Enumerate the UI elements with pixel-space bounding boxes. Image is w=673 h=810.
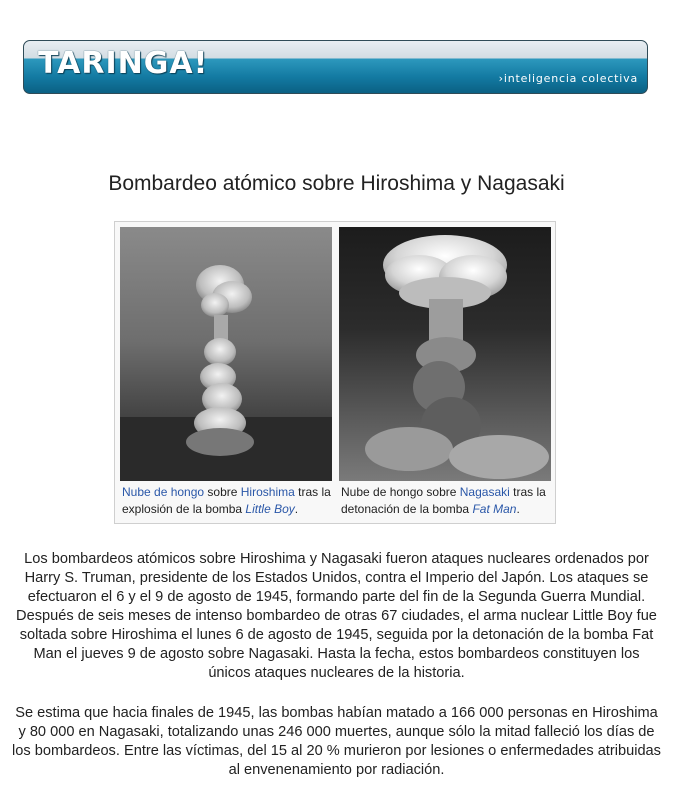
- caption-text: .: [294, 502, 299, 516]
- caption-text: .: [516, 502, 520, 516]
- mushroom-cloud-link[interactable]: Nube de hongo: [122, 485, 205, 499]
- page-title: Bombardeo atómico sobre Hiroshima y Nagasaki: [108, 172, 565, 195]
- caption-text: Nube de hongo sobre: [341, 485, 460, 499]
- fat-man-link[interactable]: Fat Man: [472, 502, 517, 516]
- nagasaki-mushroom-cloud-photo[interactable]: [339, 227, 551, 481]
- hiroshima-mushroom-cloud-photo[interactable]: [120, 227, 332, 481]
- site-tagline: ›inteligencia colectiva: [498, 72, 638, 85]
- caption-text: tras la explosión de la bomba: [122, 485, 331, 516]
- caption-text: tras la detonación de la bomba: [341, 485, 546, 516]
- taringa-logo[interactable]: TARINGA!: [38, 46, 209, 81]
- article-paragraph-1: Los bombardeos atómicos sobre Hiroshima y Nagasaki fueron ataques nucleares ordenados por Harry S. Truman, presidente de los Estados Unidos, contra el Imperio del Japón. Los ataques se efectuaron el 6 y el 9 de agosto de 1945, formando parte del fin de la Segunda Guerra Mundial. Después de seis meses de intenso bombardeo de otras 67 ciudades, el arma nuclear Little Boy fue soltada sobre Hiroshima el lunes 6 de agosto de 1945, seguida por la detonación de la bomba Fat Man el jueves 9 de agosto sobre Nagasaki. Hasta la fecha, estos bombardeos constituyen los únicos ataques nucleares de la historia.: [16, 551, 657, 681]
- site-banner[interactable]: [23, 40, 648, 94]
- hiroshima-link[interactable]: Hiroshima: [240, 485, 295, 499]
- little-boy-link[interactable]: Little Boy: [245, 502, 295, 516]
- photo-figure: [114, 221, 556, 524]
- caption-text: sobre: [204, 485, 241, 499]
- nagasaki-link[interactable]: Nagasaki: [459, 485, 510, 499]
- article-paragraph-2: Se estima que hacia finales de 1945, las bombas habían matado a 166 000 personas en Hiroshima y 80 000 en Nagasaki, totalizando unas 246 000 muertes, aunque sólo la mitad falleció los días de los bombardeos. Entre las víctimas, del 15 al 20 % murieron por lesiones o enfermedades atribuidas al envenenamiento por radiación.: [12, 705, 661, 778]
- hiroshima-caption: [122, 484, 332, 518]
- nagasaki-caption: [341, 484, 553, 518]
